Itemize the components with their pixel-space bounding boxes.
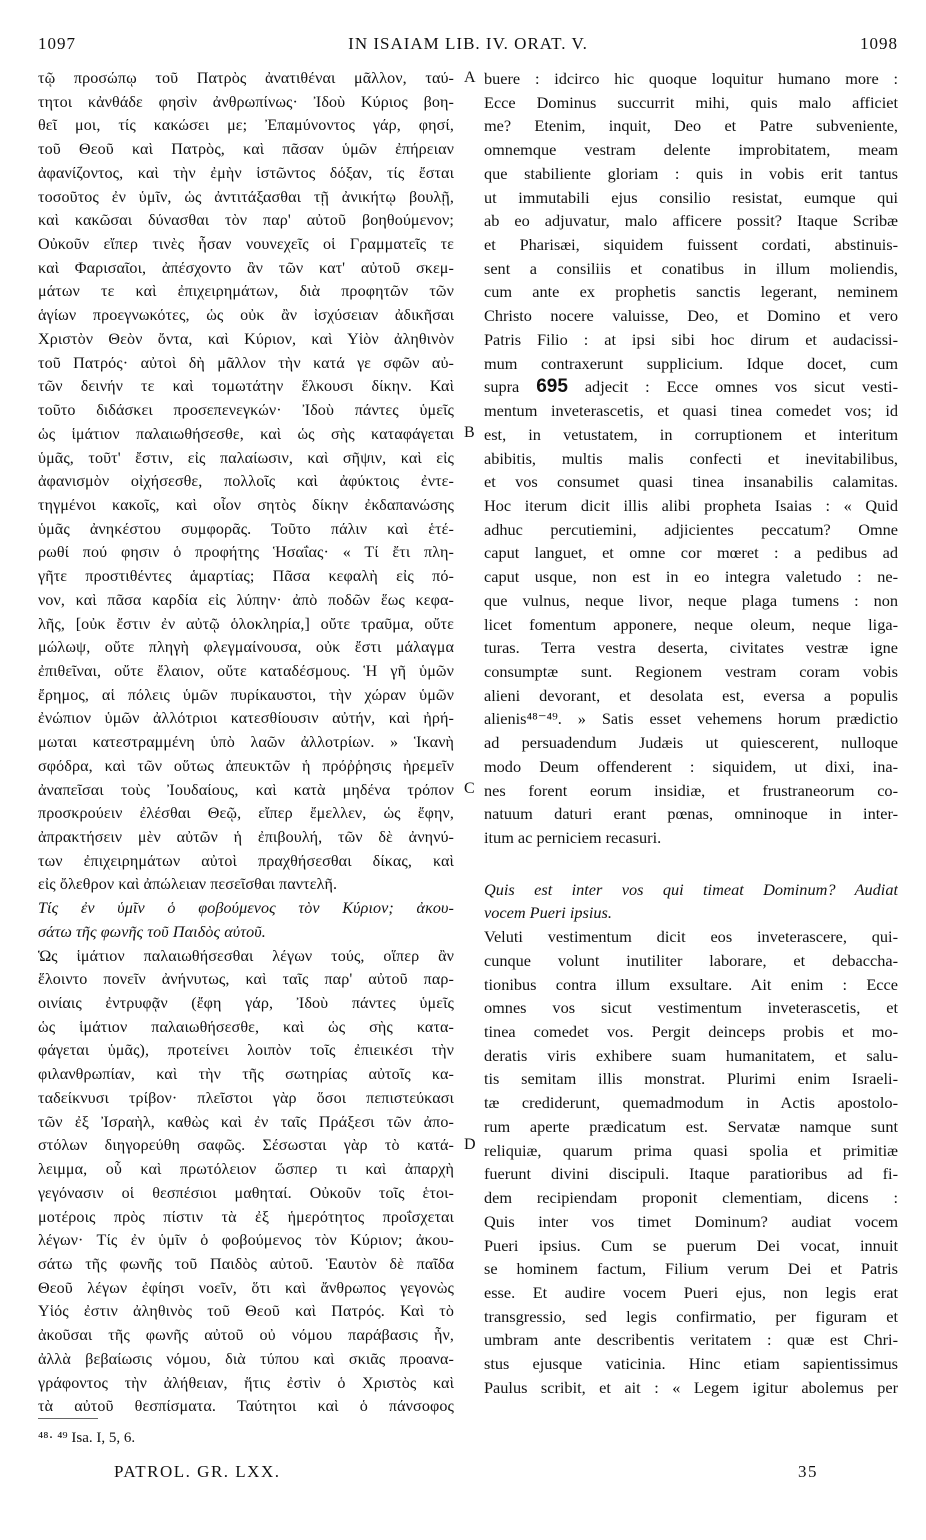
text-line: ἐπιθεῖναι, οὔτε ἔλαιον, οὔτε καταδέσμους. Ἡ γῆ ὑμῶν: [38, 662, 454, 680]
text-line: Hoc iterum dicit illis alibi propheta Isaias : « Quid: [484, 495, 898, 515]
text-line: Οὐκοῦν εἴπερ τινὲς ἦσαν νουνεχεῖς οἱ Γραμματεῖς τε: [38, 236, 454, 254]
text-line: λῆς, [οὐκ ἔστιν ἐν αὐτῷ ὁλοκληρία,] οὔτε τραῦμα, οὔτε: [38, 615, 454, 633]
latin-column: [484, 67, 898, 1400]
text-line: μώλωψ, οὔτε πληγὴ φλεγμαίνουσα, οὐκ ἔστι μάλαγμα: [38, 639, 454, 657]
text-line: τοῦτο διδάσκει προσεπενεγκών· Ἰδοὺ πάντες ὑμεῖς: [38, 402, 454, 420]
text-line: οινίαις ἐντρυφᾷν (ἔφη γάρ, Ἰδοὺ πάντες ὑμεῖς: [38, 995, 454, 1013]
margin-marker-d: D: [464, 1136, 476, 1153]
text-line: ταδείκνυσι τρίβον· πλεῖστοι γὰρ ὅσοι πεπιστεύκασι: [38, 1089, 454, 1107]
text-line: ἀφανισμὸν οἰχήσεσθε, πολλοῖς καὶ ἀφύκτοις ἐντε-: [38, 473, 454, 491]
text-line: γράφοντος τὴν ἀλήθειαν, ἥτις ἐστὶν ὁ Χριστὸς καὶ: [38, 1374, 454, 1392]
text-line: vocem Pueri ipsius.: [484, 903, 612, 923]
text-line: ὑμᾶς ἀνηκέστου συμφορᾶς. Τοῦτο πάλιν καὶ ἑτέ-: [38, 520, 454, 538]
text-line: ἀκοῦσαι τῆς φωνῆς αὐτοῦ οὐ νόμου παράβασις ἦν,: [38, 1327, 454, 1345]
text-line: cum ante ex prophetis sanctis legerant, neminem: [484, 282, 898, 302]
text-line: nes forent eorum insidiæ, et frustraneorum co-: [484, 780, 898, 800]
text-line: que stabiliente gloriam : quis in vobis erit tantus: [484, 163, 898, 183]
text-line: tæ crediderunt, quemadmodum in Actis apostolo-: [484, 1093, 898, 1113]
text-line: et vos consumet quasi tinea insanabilis calamitas.: [484, 472, 898, 492]
page-number-right: 1098: [860, 34, 898, 53]
margin-marker-c: C: [464, 780, 475, 797]
page-marker: 695: [536, 376, 568, 398]
text-line: se hominem factum, Filium verum Dei et Patris: [484, 1259, 898, 1279]
text-line: omnemque vestram delente improbitatem, meam: [484, 140, 898, 160]
text-line: ὡς ἱμάτιον παλαιωθήσεσθε, καὶ ὡς σὴς καταφάγεται: [38, 425, 454, 443]
text-line: dem recipiendam proponit clementiam, dicens :: [484, 1188, 898, 1208]
text-line: καὶ Φαρισαῖοι, ἀπέσχοντο ἂν τῶν κατ' αὐτοῦ σκεμ-: [38, 259, 454, 277]
text-line: deratis viris exhibere suam humanitatem, et salu-: [484, 1045, 898, 1065]
text-line: μάτων τε καὶ ἐπιχειρημάτων, διὰ προφητῶν τῶν: [38, 283, 454, 301]
text-line: γῆτε προστιθέντες ἁμαρτίας; Πᾶσα κεφαλὴ εἰς πό-: [38, 568, 454, 586]
text-line: Ecce Dominus succurrit mihi, quis malo afficiet: [484, 92, 898, 112]
text-line: των ἐπιχειρημάτων αὐτοὶ πραχθήσεσθαι δίκας, καὶ: [38, 852, 454, 870]
text-line: Θεοῦ λέγων ἐφίησι νοεῖν, ὅτι καὶ ἄνθρωπος γεγονὼς: [38, 1279, 454, 1297]
text-line: τῶν δεινήν τε καὶ τομωτάτην ἕλκουσι δίκην. Καὶ: [38, 378, 454, 396]
text-line: Ὡς ἱμάτιον παλαιωθήσεσθαι λέγων τούς, οἵπερ ἂν: [38, 947, 454, 965]
text-line: τητοι κἀνθάδε φησὶν ἀνθρωπίνως· Ἰδοὺ Κύριος βοη-: [38, 93, 454, 111]
text-line: fuerunt divini discipuli. Itaque paratioribus ad fi-: [484, 1164, 898, 1184]
margin-marker-b: B: [464, 424, 475, 441]
text-line: ἐνώπιον ὑμῶν ἀλλότριοι κατεσθίουσιν αὐτήν, καὶ ἠρή-: [38, 710, 454, 728]
text-line: τοῦ Πατρός· αὐτοὶ δὴ μᾶλλον τὴν κατά γε σφῶν αὐ-: [38, 354, 454, 372]
page-number-left: 1097: [38, 34, 76, 53]
text-line: abibitis, multis malis confecti et inevitabilibus,: [484, 448, 898, 468]
text-line: umbram ante describentis veritatem : quæ est Chri-: [484, 1330, 898, 1350]
text-line: supra 695 adjecit : Ecce omnes vos sicut vesti-: [484, 376, 898, 398]
text-line: ἁγίων προεγνωκότες, ὡς οὐκ ἂν ἰσχύσειαν ἀδικῆσαι: [38, 307, 454, 325]
paragraph-gap: [484, 864, 898, 878]
text-line: προσκρούειν ἐλέσθαι Θεῷ, εἴπερ ἔμελλεν, ὡς ἔφην,: [38, 805, 454, 823]
text-line: tinea comedet vos. Pergit deinceps probis et mo-: [484, 1022, 898, 1042]
text-line: τοῦ Θεοῦ καὶ Πατρὸς, καὶ πᾶσαν ὑμῶν ἐπήρειαν: [38, 141, 454, 159]
text-line: ἕλοιντο πονεῖν ἀνήνυτως, καὶ ταῖς παρ' αὐτοῦ παρ-: [38, 971, 454, 989]
text-line: ut immutabili ejus consilio resistat, eumque qui: [484, 187, 898, 207]
text-line: ἔρημος, αἱ πόλεις ὑμῶν πυρίκαυστοι, τὴν χώραν ὑμῶν: [38, 686, 454, 704]
text-line: Quis est inter vos qui timeat Dominum? Audiat: [484, 879, 898, 899]
text-line: rum aperte prædicatum est. Servatæ namque sunt: [484, 1116, 898, 1136]
margin-marker-a: A: [464, 69, 476, 86]
text-line: turas. Terra vestra deserta, civitates vestræ igne: [484, 638, 898, 658]
text-line: licet fomentum apponere, neque oleum, neque liga-: [484, 614, 898, 634]
text-line: Christo nocere valuisse, Deo, et Domino et vero: [484, 306, 898, 326]
text-line: transgressio, sed legis confirmatio, per figuram et: [484, 1306, 898, 1326]
footnote: ⁴⁸· ⁴⁹ Isa. I, 5, 6.: [38, 1430, 136, 1446]
text-line: φάγεται ὑμᾶς), προτείνει λοιπὸν τοῖς ἐπιεικέσι τὴν: [38, 1042, 454, 1060]
text-line: ὑμᾶς, τοῦτ' ἔστιν, εἰς παλαίωσιν, καὶ σῆψιν, καὶ εἰς: [38, 449, 454, 467]
text-line: mum contraxerunt supplicium. Idque docet, cum: [484, 353, 898, 373]
text-line: cunque volunt inutiliter laborare, et debaccha-: [484, 950, 898, 970]
text-line: Pueri ipsius. Cum se puerum Dei vocat, innuit: [484, 1235, 898, 1255]
text-line: mentum inveterascetis, et quasi tinea comedet vos; id: [484, 401, 898, 421]
text-line: ad persuadendum Judæis ut quiescerent, nulloque: [484, 733, 898, 753]
text-line: νον, καὶ πᾶσα καρδία εἰς λύπην· ἀπὸ ποδῶν ἕως κεφα-: [38, 591, 454, 609]
text-line: καὶ κακῶσαι δύνασθαι τὸν παρ' αὐτοῦ βοηθούμενον;: [38, 212, 454, 230]
text-line: esse. Et audire vocem Pueri ejus, non legis erat: [484, 1282, 898, 1302]
text-line: λέγων· Τίς ἐν ὑμῖν ὁ φοβούμενος τὸν Κύριον; ἀκου-: [38, 1232, 454, 1250]
text-line: omnes vos sicut vestimentum inveterascetis, et: [484, 998, 898, 1018]
running-title: IN ISAIAM LIB. IV. ORAT. V.: [348, 34, 588, 53]
text-line: σφόδρα, καὶ τῶν οὕτως ἀπευκτῶν ἡ πρόῤῥησις ἠρεμεῖν: [38, 757, 454, 775]
text-line: buere : idcirco hic quoque loquitur humano more :: [484, 69, 898, 88]
text-line: λειμμα, οὗ καὶ πρωτόλειον ὥσπερ τι καὶ ἀπαρχὴ: [38, 1161, 454, 1179]
footer-sheet-number: 35: [798, 1462, 818, 1481]
text-line: σάτω τῆς φωνῆς τοῦ Παιδὸς αὐτοῦ. Ἑαυτὸν δὲ παῖδα: [38, 1255, 454, 1273]
text-line: τὰ αὐτοῦ θεσπίσματα. Ταύτητοι καὶ ὁ πάνσοφος: [38, 1398, 454, 1416]
text-line: me? Etenim, inquit, Deo et Patre subveniente,: [484, 116, 898, 136]
text-line: Patris Filio : at ipsi sibi hoc dirum et audacissi-: [484, 329, 898, 349]
page-footer: [38, 1462, 898, 1486]
text-line: sent a consiliis et conatibus in illum moliendis,: [484, 258, 898, 278]
text-line: μοτέροις πρὸς πίστιν τὰ ἐξ ἡμερότητος προΐσχεται: [38, 1208, 454, 1226]
text-line: ἀναπεῖσαι τοὺς Ἰουδαίους, καὶ κατὰ μηδένα τρόπον: [38, 781, 454, 799]
text-line: Τίς ἐν ὑμῖν ὁ φοβούμενος τὸν Κύριον; ἀκου-: [38, 900, 454, 918]
text-line: adhuc percutiemini, adjicientes peccatum? Omne: [484, 519, 898, 539]
footnote-rule: [38, 1418, 98, 1419]
text-line: alieni devorant, et desolata est, eversa a populis: [484, 685, 898, 705]
text-line: natuum daturi erant pœnas, omninoque in inter-: [484, 804, 898, 824]
text-line: θεῖ μοι, τίς κακώσει με; Ἐπαμύνοντος γάρ, φησί,: [38, 117, 454, 135]
text-line: ὡς ἱμάτιον παλαιωθήσεσθε, καὶ ὡς σὴς κατα-: [38, 1018, 454, 1036]
text-line: reliquiæ, quarum prima quasi spolia et primitiæ: [484, 1140, 898, 1160]
text-line: Paulus scribit, et ait : « Legem igitur abolemus per: [484, 1377, 898, 1397]
text-line: est, in vetustatem, in corruptionem et interitum: [484, 424, 898, 444]
text-line: στόλων διηγορεύθη σαφῶς. Σέσωσται γὰρ τὸ κατά-: [38, 1137, 454, 1155]
text-line: τοσοῦτος ἐν ὑμῖν, ὡς ἀντιτάξασθαι τῇ ἀνικήτῳ βουλῇ,: [38, 188, 454, 206]
text-line: itum ac perniciem recasuri.: [484, 828, 662, 847]
text-line: ἀφανίζοντος, καὶ τὴν ἐμὴν ἱστῶντος δόξαν, τίς ἔσται: [38, 164, 454, 182]
footer-series: PATROL. GR. LXX.: [114, 1462, 281, 1481]
paragraph-gap: [484, 850, 898, 864]
text-line: stus ejusque vaticinia. Hinc etiam sapientissimus: [484, 1354, 898, 1374]
text-line: caput languet, et omne cor mœret : a pedibus ad: [484, 543, 898, 563]
text-line: Veluti vestimentum dicit eos inveterascere, qui-: [484, 927, 898, 947]
text-line: tis semitam illis monstrat. Plurimi enim Israeli-: [484, 1069, 898, 1089]
text-line: Χριστὸν Θεὸν ὄντα, καὶ Κύριον, καὶ Υἱὸν ἀληθινὸν: [38, 330, 454, 348]
text-line: ἀπρακτήσειν μὲν αὐτῶν ἡ ἐπιβουλή, τῶν δὲ ἀνηνύ-: [38, 829, 454, 846]
text-line: ab eo adjuvatur, malo afficere possit? Itaque Scribæ: [484, 211, 898, 231]
text-line: τηγμένοι κακοῖς, καὶ οἷον σητὸς δίκην ἐκδαπανώσης: [38, 496, 454, 514]
text-line: modo Deum offenderent : siquidem, ut dixi, ina-: [484, 756, 898, 776]
greek-column: [38, 67, 454, 1419]
text-line: caput usque, non est in eo integra valetudo : ne-: [484, 567, 898, 587]
text-line: εἰς ὄλεθρον καὶ ἀπώλειαν πεσεῖσθαι παντελῆ.: [38, 876, 338, 894]
text-line: ρωθί πού φησιν ὁ προφήτης Ἡσαΐας· « Τί ἔτι πλη-: [38, 544, 454, 562]
text-line: φιλανθρωπίαν, καὶ τὴν τῆς σωτηρίας αὐτοῖς κα-: [38, 1066, 454, 1084]
text-line: τῶν ἐξ Ἰσραὴλ, καθὼς καὶ ἐν ταῖς Πράξεσι τῶν ἀπο-: [38, 1113, 454, 1131]
text-line: σάτω τῆς φωνῆς τοῦ Παιδὸς αὐτοῦ.: [38, 923, 266, 941]
text-line: ἀλλὰ βεβαίωσις νόμου, διὰ τύπου καὶ σκιᾶς προανα-: [38, 1350, 454, 1368]
text-line: alienis⁴⁸⁻⁴⁹. » Satis esset vehemens horum prædictio: [484, 709, 898, 729]
text-line: consumptæ sunt. Regionem vestram coram vobis: [484, 661, 898, 681]
running-header: [38, 34, 898, 56]
text-line: Υἱός ἐστιν ἀληθινὸς τοῦ Θεοῦ καὶ Πατρός. Καὶ τὸ: [38, 1303, 454, 1321]
text-line: et Pharisæi, siquidem fuissent cordati, abstinuis-: [484, 235, 898, 255]
text-line: γεγόνασιν οἱ θεσπέσιοι μαθηταί. Οὐκοῦν τοῖς ἑτοι-: [38, 1184, 454, 1202]
text-line: tionibus contra illum exsultare. Ait enim : Ecce: [484, 974, 898, 994]
text-line: μωται κατεστραμμένη ὑπὸ λαῶν ἀλλοτρίων. » Ἱκανὴ: [38, 734, 454, 752]
text-line: τῷ προσώπῳ τοῦ Πατρὸς ἀνατιθέναι μᾶλλον, ταύ-: [38, 70, 454, 87]
text-line: Quis inter vos timet Dominum? audiat vocem: [484, 1211, 898, 1231]
text-line: que vulnus, neque livor, neque plaga tumens : non: [484, 590, 898, 610]
